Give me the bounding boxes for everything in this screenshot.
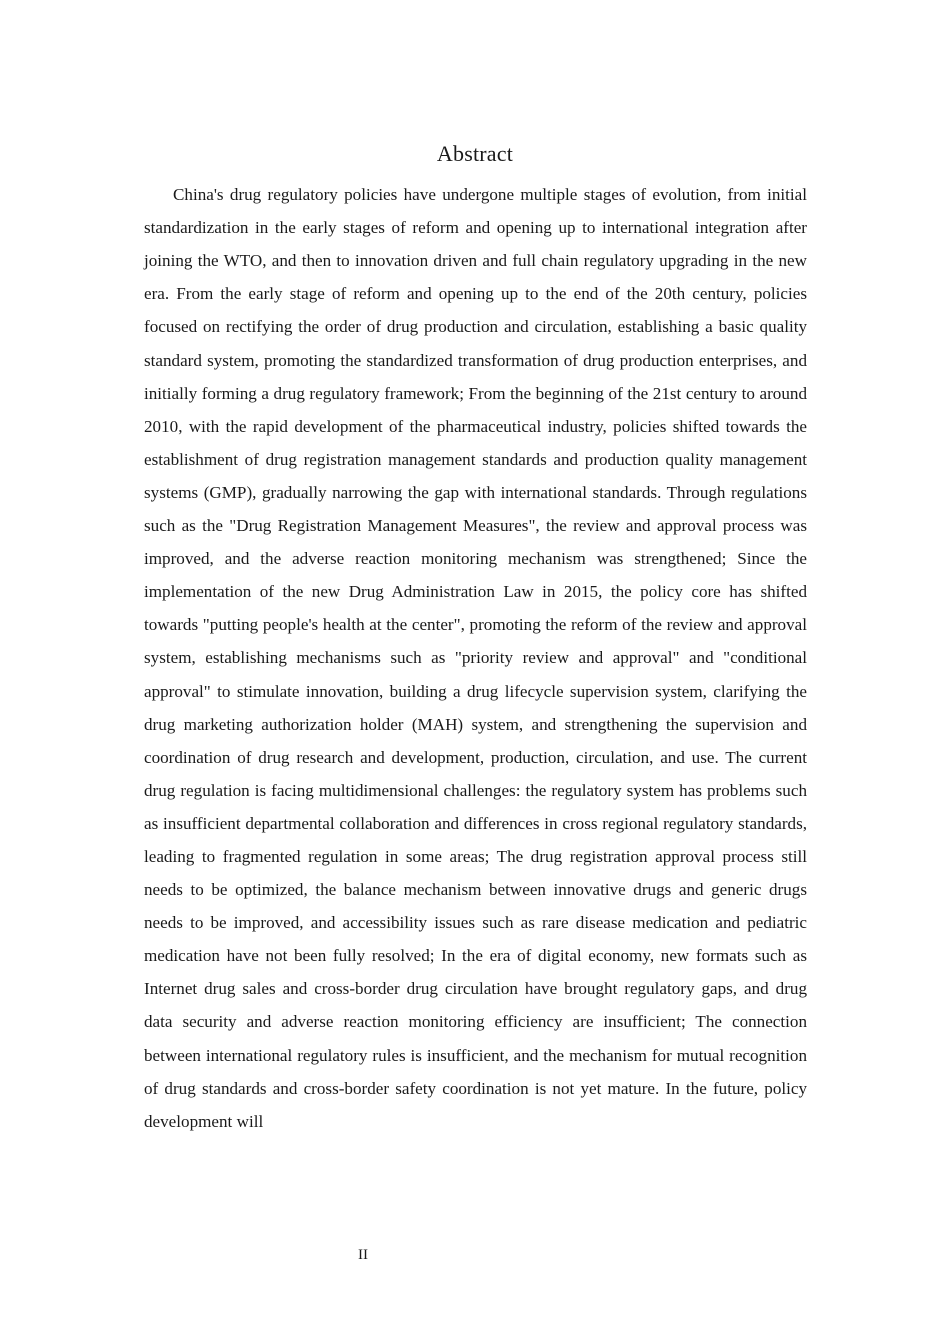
page-number: II: [358, 1247, 368, 1263]
abstract-paragraph: China's drug regulatory policies have undergone multiple stages of evolution, from initial standardization in the early stages of reform and opening up to international integration after joining the WTO, and then to innovation driven and full chain regulatory upgrading in the new era. From the early stage of reform and opening up to the end of the 20th century, policies focused on rectifying the order of drug production and circulation, establishing a basic quality standard system, promoting the standardized transformation of drug production enterprises, and initially forming a drug regulatory framework; From the beginning of the 21st century to around 2010, with the rapid development of the pharmaceutical industry, policies shifted towards the establishment of drug registration management standards and production quality management systems (GMP), gradually narrowing the gap with international standards. Through regulations such as the "Drug Registration Management Measures", the review and approval process was improved, and the adverse reaction monitoring mechanism was strengthened; Since the implementation of the new Drug Administration Law in 2015, the policy core has shifted towards "putting people's health at the center", promoting the reform of the review and approval system, establishing mechanisms such as "priority review and approval" and "conditional approval" to stimulate innovation, building a drug lifecycle supervision system, clarifying the drug marketing authorization holder (MAH) system, and strengthening the supervision and coordination of drug research and development, production, circulation, and use. The current drug regulation is facing multidimensional challenges: the regulatory system has problems such as insufficient departmental collaboration and differences in cross regional regulatory standards, leading to fragmented regulation in some areas; The drug registration approval process still needs to be optimized, the balance mechanism between innovative drugs and generic drugs needs to be improved, and accessibility issues such as rare disease medication and pediatric medication have not been fully resolved; In the era of digital economy, new formats such as Internet drug sales and cross-border drug circulation have brought regulatory gaps, and drug data security and adverse reaction monitoring efficiency are insufficient; The connection between international regulatory rules is insufficient, and the mechanism for mutual recognition of drug standards and cross-border safety coordination is not yet mature. In the future, policy development will: [144, 185, 807, 1131]
page-title: Abstract: [436, 140, 514, 166]
